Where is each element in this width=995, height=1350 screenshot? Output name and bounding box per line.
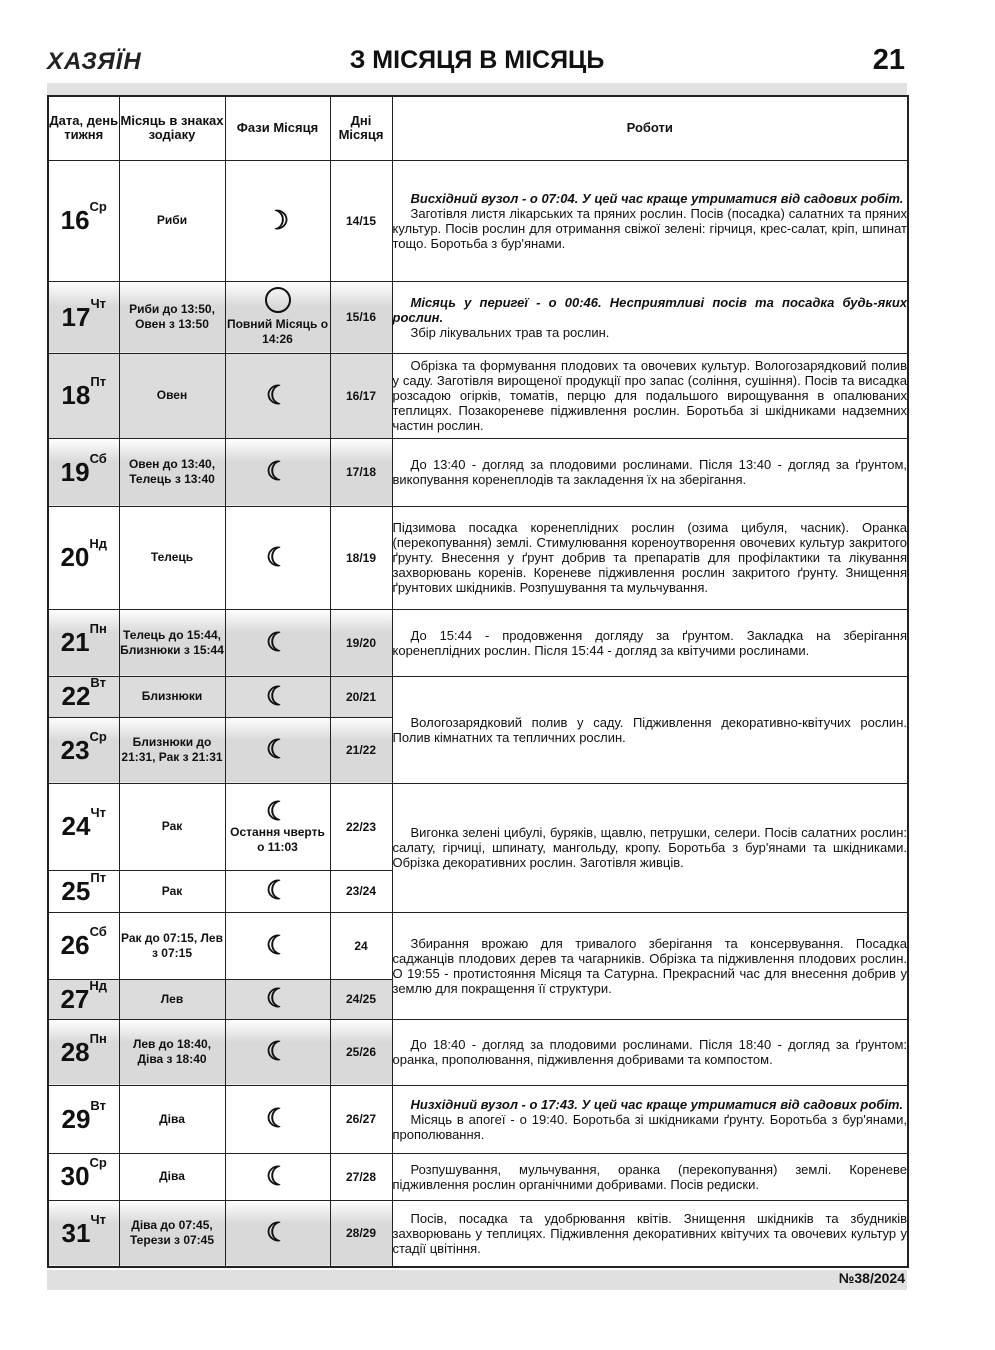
date-cell: $29^{Вт}$ (48, 1085, 119, 1153)
date-cell: $20^{Нд}$ (48, 506, 119, 609)
date-cell: $22^{Вт}$ (48, 676, 119, 717)
zodiac-cell: Діва (119, 1085, 225, 1153)
col-phase: Фази Місяця (225, 96, 330, 160)
alert-text: Низхідний вузол - о 17:43. У цей час краще утриматися від садових робіт. (410, 1096, 903, 1112)
phase-cell (225, 506, 330, 609)
table-row (48, 160, 908, 281)
brand-logo: ХАЗЯЇН (47, 48, 142, 75)
footer-bar (47, 1270, 907, 1290)
lunar-days-cell: 16/17 (330, 353, 392, 438)
table-row (48, 1085, 908, 1153)
lunar-days-cell: 18/19 (330, 506, 392, 609)
table-header-row (48, 96, 908, 160)
waning-moon-icon: ☾ (265, 735, 290, 765)
waning-moon-icon: ☾ (265, 1037, 290, 1067)
zodiac-cell: Телець до 15:44, Близнюки з 15:44 (119, 609, 225, 676)
waxing-moon-icon: ☽ (265, 205, 290, 236)
works-cell: До 18:40 - догляд за плодовими рослинами. Після 18:40 - догляд за ґрунтом: оранка, прополювання, підживлення добривами та компостом. (392, 1019, 908, 1085)
lunar-days-cell: 28/29 (330, 1200, 392, 1267)
waning-moon-icon: ☾ (265, 380, 290, 411)
lunar-days-cell: 25/26 (330, 1019, 392, 1085)
phase-cell (225, 353, 330, 438)
lunar-days-cell: 22/23 (330, 783, 392, 870)
lunar-days-cell: 24 (330, 912, 392, 979)
phase-cell (225, 1200, 330, 1267)
phase-cell (225, 438, 330, 506)
issue-number: №38/2024 (838, 1270, 905, 1286)
zodiac-cell: Лев до 18:40, Діва з 18:40 (119, 1019, 225, 1085)
col-date: Дата, день тижня (48, 96, 119, 160)
table-row (48, 676, 908, 717)
lunar-days-cell: 24/25 (330, 979, 392, 1019)
date-cell: $19^{Сб}$ (48, 438, 119, 506)
works-cell: Збирання врожаю для тривалого зберігання та консервування. Посадка саджанців плодових дерев та чагарників. Обрізка та підживлення плодових рослин. О 19:55 - протистояння Місяця та Сатурна. Прекрасний час для внесення добрив у землю для покращення її структури. (392, 912, 908, 1019)
alert-text: Висхідний вузол - о 07:04. У цей час краще утриматися від садових робіт. (410, 190, 904, 206)
page-header (47, 44, 907, 84)
waning-moon-icon: ☾ (265, 627, 290, 658)
zodiac-cell: Телець (119, 506, 225, 609)
lunar-days-cell: 15/16 (330, 281, 392, 353)
phase-cell (225, 717, 330, 783)
works-cell: Місяць у перигеї - о 00:46. Несприятливі посів та посадка будь-яких рослин. Збір лікувальних трав та рослин. (392, 281, 908, 353)
table-row (48, 438, 908, 506)
col-works: Роботи (392, 96, 908, 160)
phase-cell (225, 1153, 330, 1200)
table-row (48, 506, 908, 609)
alert-text: Місяць у перигеї - о 00:46. Несприятливі посів та посадка будь-яких рослин. (392, 294, 907, 325)
table-row (48, 783, 908, 870)
zodiac-cell: Рак до 07:15, Лев з 07:15 (119, 912, 225, 979)
waning-moon-icon: ☾ (265, 876, 290, 906)
works-cell: Вигонка зелені цибулі, буряків, щавлю, петрушки, селери. Посів салатних рослин: салату, гірчиці, шпинату, мангольду, кропу. Боротьба з бур'янами та шкідниками. Обрізка декоративних рослин. Заготівля живців. (392, 783, 908, 912)
date-cell: $25^{Пт}$ (48, 870, 119, 912)
phase-cell (225, 160, 330, 281)
page-title: З МІСЯЦЯ В МІСЯЦЬ (349, 46, 605, 74)
works-cell: Вологозарядковий полив у саду. Підживлення декоративно-квітучих рослин. Полив кімнатних та тепличних рослин. (392, 676, 908, 783)
date-cell: $23^{Ср}$ (48, 717, 119, 783)
works-cell: Обрізка та формування плодових та овочевих культур. Вологозарядковий полив у саду. Заготівля вирощеної продукції про запас (соління, сушіння). Посів та висадка розсадою огірків, томатів, перцю для подальшого вирощування в опалюваних теплицях. Позакореневе підживлення рослин. Боротьба зі шкідниками надземних частин рослин. (392, 353, 908, 438)
waning-moon-icon: ☾ (265, 1218, 290, 1249)
col-days: Дні Місяця (330, 96, 392, 160)
table-row (48, 1153, 908, 1200)
date-cell: $24^{Чт}$ (48, 783, 119, 870)
zodiac-cell: Риби до 13:50, Овен з 13:50 (119, 281, 225, 353)
phase-cell (225, 1019, 330, 1085)
works-cell: Розпушування, мульчування, оранка (перекопування) землі. Кореневе підживлення рослин органічними добривами. Посів редиски. (392, 1153, 908, 1200)
date-cell: $16^{Ср}$ (48, 160, 119, 281)
works-cell: Низхідний вузол - о 17:43. У цей час краще утриматися від садових робіт. Місяць в апогеї - о 19:40. Боротьба зі шкідниками ґрунту. Боротьба з бур'янами, прополювання. (392, 1085, 908, 1153)
works-cell: Висхідний вузол - о 07:04. У цей час краще утриматися від садових робіт. Заготівля листя лікарських та пряних рослин. Посів (посадка) салатних та пряних культур. Посів рослин для отримання свіжої зелені: гірчиця, крес-салат, кріп, шпинат тощо. Боротьба з бур'янами. (392, 160, 908, 281)
lunar-days-cell: 21/22 (330, 717, 392, 783)
works-cell: До 15:44 - продовження догляду за ґрунтом. Закладка на зберігання коренеплідних рослин. Після 15:44 - догляд за квітучими рослинами. (392, 609, 908, 676)
last-quarter-moon-icon: ☾ (265, 796, 290, 827)
date-cell: $21^{Пн}$ (48, 609, 119, 676)
phase-cell (225, 609, 330, 676)
lunar-days-cell: 26/27 (330, 1085, 392, 1153)
works-cell: До 13:40 - догляд за плодовими рослинами. Після 13:40 - догляд за ґрунтом, викопування коренеплодів та закладення їх на зберігання. (392, 438, 908, 506)
zodiac-cell: Діва (119, 1153, 225, 1200)
waning-moon-icon: ☾ (265, 542, 290, 573)
phase-cell (225, 979, 330, 1019)
col-sign: Місяць в знаках зодіаку (119, 96, 225, 160)
lunar-days-cell: 19/20 (330, 609, 392, 676)
zodiac-cell: Рак (119, 783, 225, 870)
phase-cell (225, 1085, 330, 1153)
zodiac-cell: Риби (119, 160, 225, 281)
works-cell: Посів, посадка та удобрювання квітів. Знищення шкідників та збудників захворювань у теплицях. Підживлення декоративних квітучих та овочевих культур у стадії цвітіння. (392, 1200, 908, 1267)
zodiac-cell: Овен до 13:40, Телець з 13:40 (119, 438, 225, 506)
lunar-days-cell: 27/28 (330, 1153, 392, 1200)
phase-cell (225, 676, 330, 717)
zodiac-cell: Близнюки до 21:31, Рак з 21:31 (119, 717, 225, 783)
date-cell: $30^{Ср}$ (48, 1153, 119, 1200)
waning-moon-icon: ☾ (265, 930, 290, 961)
date-cell: $17^{Чт}$ (48, 281, 119, 353)
zodiac-cell: Діва до 07:45, Терези з 07:45 (119, 1200, 225, 1267)
zodiac-cell: Овен (119, 353, 225, 438)
zodiac-cell: Близнюки (119, 676, 225, 717)
table-row (48, 353, 908, 438)
table-row (48, 1200, 908, 1267)
waning-moon-icon: ☾ (265, 457, 290, 487)
table-row (48, 1019, 908, 1085)
lunar-days-cell: 20/21 (330, 676, 392, 717)
waning-moon-icon: ☾ (265, 1104, 290, 1134)
phase-cell: ☾ Остання чверть о 11:03 (225, 783, 330, 870)
phase-cell: Повний Місяць о 14:26 (225, 281, 330, 353)
waning-moon-icon: ☾ (265, 1161, 290, 1192)
lunar-calendar-table (47, 95, 909, 1268)
waning-moon-icon: ☾ (265, 681, 290, 712)
zodiac-cell: Лев (119, 979, 225, 1019)
header-rule (47, 83, 907, 95)
date-cell: $26^{Сб}$ (48, 912, 119, 979)
full-moon-icon (265, 287, 291, 313)
zodiac-cell: Рак (119, 870, 225, 912)
works-cell: Підзимова посадка коренеплідних рослин (озима цибуля, часник). Оранка (перекопування) землі. Стимулювання кореноутворення овочевих культур закритого ґрунту. Внесення у ґрунт добрив та препаратів для профілактики та лікування захворювань коренів. Кореневе підживлення рослин закритого ґрунту. Знищення ґрунтових шкідників. Розпушування та мульчування. (392, 506, 908, 609)
date-cell: $27^{Нд}$ (48, 979, 119, 1019)
phase-cell (225, 870, 330, 912)
table-row (48, 281, 908, 353)
lunar-days-cell: 23/24 (330, 870, 392, 912)
date-cell: $31^{Чт}$ (48, 1200, 119, 1267)
lunar-days-cell: 17/18 (330, 438, 392, 506)
phase-cell (225, 912, 330, 979)
lunar-days-cell: 14/15 (330, 160, 392, 281)
date-cell: $18^{Пт}$ (48, 353, 119, 438)
waning-moon-icon: ☾ (265, 984, 290, 1014)
date-cell: $28^{Пн}$ (48, 1019, 119, 1085)
table-row (48, 609, 908, 676)
page-number: 21 (872, 44, 905, 76)
table-row (48, 912, 908, 979)
